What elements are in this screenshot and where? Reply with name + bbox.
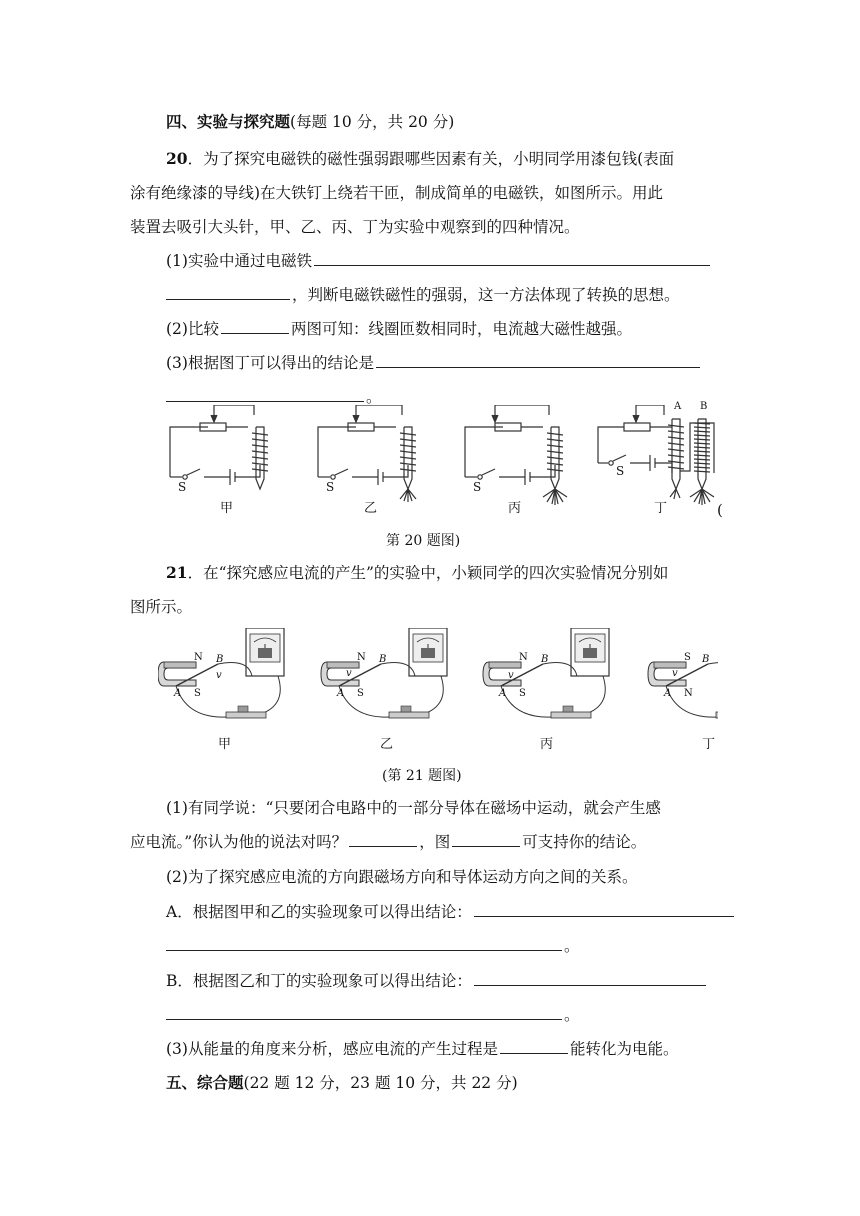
ding-label-a: A [664,688,672,699]
q21-part2: (2)为了探究感应电流的方向跟磁场方向和导体运动方向之间的关系。 [166,868,638,886]
q21-part3-text: (3)从能量的角度来分析，感应电流的产生过程是 [166,1040,498,1058]
q20-part3 [166,353,702,373]
q20-part3-text: (3)根据图丁可以得出的结论是 [166,354,374,372]
yi-pole-bottom: S [357,688,364,699]
switch-label-ding: S [616,464,625,478]
q21-fig-label-yi: 乙 [380,737,394,752]
q20-fig-label-jia: 甲 [220,501,234,516]
yi-label-v: v [346,668,352,679]
q21-stem-line2: 图所示。 [130,598,193,616]
switch-label-jia: S [178,480,187,494]
jia-label-a: A [174,688,182,699]
q21-fig-label-bing: 丙 [540,737,554,752]
q21-partA [166,902,736,922]
q21-figure-svg [158,628,718,728]
bing-label-a: A [499,688,507,699]
coil-b-label: B [700,401,708,412]
q20-caption: 第 20 题图) [386,533,461,549]
q20-number: 20 [166,149,188,168]
q21-part3-blank[interactable] [500,1039,568,1054]
section5-heading: 五、综合题 [166,1073,244,1092]
q21-figures [158,628,718,728]
jia-label-v: v [216,670,222,681]
ding-label-b: B [702,654,710,665]
coil-a-label: A [674,401,682,412]
yi-label-a: A [337,688,345,699]
section5-score: (22 题 12 分，23 题 10 分，共 22 分) [243,1074,518,1092]
q21-partB [166,971,708,991]
q21-fig-label-ding: 丁 [702,737,716,752]
q20-part2-blank[interactable] [221,319,289,334]
q21-partA-blank[interactable] [474,902,734,917]
q20-stem-line1 [166,149,674,169]
bing-pole-top: N [519,652,528,663]
q21-part1-line2 [130,832,646,852]
q20-part3-blank[interactable] [376,353,700,368]
em-circuit-jia [170,405,268,489]
q21-number: 21 [166,563,188,582]
jia-pole-top: N [194,652,203,663]
q20-stem-line3: 装置去吸引大头针，甲、乙、丙、丁为实验中观察到的四种情况。 [130,218,580,236]
q20-part2-text: (2)比较 [166,320,219,338]
q20-part1 [166,251,712,271]
q20-stray-paren: ( [717,501,723,519]
switch-label-bing: S [473,480,482,494]
induction-setup-yi [321,628,447,718]
q20-figure-svg [160,405,730,520]
q20-fig-label-bing: 丙 [508,501,522,516]
q20-fig-label-yi: 乙 [364,501,378,516]
q20-figures [160,401,730,520]
em-circuit-ding [598,405,714,505]
q21-partA-text: A．根据图甲和乙的实验现象可以得出结论： [166,903,472,921]
induction-setup-bing [483,628,609,718]
q21-partB-end: 。 [564,1006,580,1024]
ding-pole-bottom: N [684,688,693,699]
switch-label-yi: S [326,480,335,494]
q20-part2-text2: 两图可知：线圈匝数相同时，电流越大磁性越强。 [290,320,632,338]
jia-label-b: B [216,654,224,665]
q21-part1-text2: ，图 [419,833,451,851]
bing-label-v: v [508,670,514,681]
induction-setup-ding [648,628,718,718]
ding-pole-top: S [684,652,691,663]
q21-partB-cont [166,1005,580,1025]
section4-heading: 四、实验与探究题 [166,112,291,131]
q21-part3 [166,1039,678,1059]
q20-fig-label-ding: 丁 [654,501,668,516]
q20-part1-blank2[interactable] [166,285,290,300]
jia-pole-bottom: S [194,688,201,699]
q21-part1-blank2[interactable] [452,832,520,847]
q21-fig-label-jia: 甲 [218,737,232,752]
q21-part3-text2: 能转化为电能。 [569,1040,679,1058]
yi-label-b: B [379,654,387,665]
q20-stem-line2: 涂有绝缘漆的导线)在大铁钉上绕若干匝，制成简单的电磁铁，如图所示。用此 [130,184,664,202]
q21-stem-text1: ．在“探究感应电流的产生”的实验中，小颖同学的四次实验情况分别如 [187,564,669,582]
q21-part1-blank1[interactable] [349,832,417,847]
q21-partA-blank2[interactable] [166,936,562,951]
q20-part3-blank2[interactable] [166,387,364,402]
q21-partA-end: 。 [564,937,580,955]
q20-part3-end: 。 [366,388,382,406]
q21-part1-line1: (1)有同学说：“只要闭合电路中的一部分导体在磁场中运动，就会产生感 [166,799,661,817]
section4-score: (每题 10 分，共 20 分) [290,113,455,131]
q21-stem-line1 [166,563,668,583]
q21-partA-cont [166,936,580,956]
q21-partB-text: B．根据图乙和丁的实验现象可以得出结论： [166,972,472,990]
q21-part1-text3: 可支持你的结论。 [522,833,647,851]
ding-label-v: v [672,668,678,679]
q21-part1-text: 应电流。”你认为他的说法对吗？ [130,833,348,851]
yi-pole-top: N [357,652,366,663]
q20-part1-cont [166,285,680,305]
q20-part1-text2: ，判断电磁铁磁性的强弱，这一方法体现了转换的思想。 [292,286,680,304]
section5-header [166,1073,518,1093]
q21-partB-blank2[interactable] [166,1005,562,1020]
bing-pole-bottom: S [519,688,526,699]
section4-header [166,112,454,132]
bing-label-b: B [541,654,549,665]
q21-caption: (第 21 题图) [382,768,462,784]
q20-part3-cont [166,387,382,407]
q20-part1-text: (1)实验中通过电磁铁 [166,252,312,270]
q20-stem-text1: ．为了探究电磁铁的磁性强弱跟哪些因素有关，小明同学用漆包钱(表面 [187,150,675,168]
q20-part1-blank[interactable] [314,251,710,266]
q20-part2 [166,319,632,339]
q21-partB-blank[interactable] [474,971,706,986]
